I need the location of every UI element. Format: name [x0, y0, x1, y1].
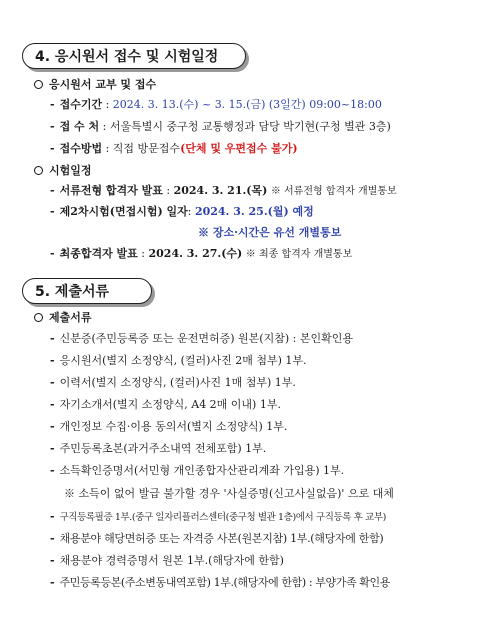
- exam2-date: 2024. 3. 25.(월) 예정: [194, 205, 314, 218]
- receipt-method-row: - 접수방법 : 직접 방문접수(단체 및 우편접수 불가): [50, 142, 298, 155]
- list-item: - 주민등록등본(주소변동내역포함) 1부.(해당자에 한함) : 부양가족 확인용: [50, 576, 390, 589]
- docs-heading-text: 제출서류: [49, 311, 92, 324]
- place-value: 서울특별시 중구청 교통행정과 담당 박기현(구청 별관 3층): [109, 120, 391, 133]
- list-item: - 구직등록필증 1부.(중구 일자리플러스센터(중구청 별관 1층)에서 구직등록 후 교부): [50, 510, 386, 523]
- list-item: - 자기소개서(별지 소정양식, A4 2매 이내) 1부.: [50, 398, 281, 411]
- list-item: - 응시원서(별지 소정양식, (컬러)사진 2매 첨부) 1부.: [50, 354, 307, 367]
- schedule-heading: [34, 164, 92, 178]
- section-4-title: 4. 응시원서 접수 및 시험일정: [22, 43, 246, 69]
- circle-bullet-icon: [34, 80, 43, 89]
- list-item: - 주민등록초본(과거주소내역 전체포함) 1부.: [50, 442, 267, 455]
- receipt-place-row: - 접 수 처 : 서울특별시 중구청 교통행정과 담당 박기현(구청 별관 3층): [50, 120, 391, 133]
- method-note: (단체 및 우편접수 불가): [180, 142, 298, 155]
- list-item-note: ※ 소득이 없어 발급 불가할 경우 '사실증명(신고사실없음)' 으로 대체: [64, 487, 394, 500]
- receipt-heading: [34, 78, 156, 92]
- receipt-period-row: - 접수기간 : 2024. 3. 13.(수) ~ 3. 15.(금) (3일간) 09:00~18:00: [50, 98, 382, 111]
- list-item: - 채용분야 해당면허증 또는 자격증 사본(원본지참) 1부.(해당자에 한함): [50, 532, 384, 545]
- final-label: 최종합격자 발표: [59, 247, 138, 260]
- schedule-heading-text: 시험일정: [49, 164, 92, 177]
- exam2-label: 제2차시험(면접시험) 일자: [59, 205, 188, 218]
- list-item: - 이력서(별지 소정양식, (컬러)사진 1매 첨부) 1부.: [50, 376, 296, 389]
- circle-bullet-icon: [34, 166, 43, 175]
- exam2-row: - 제2차시험(면접시험) 일자: 2024. 3. 25.(월) 예정: [50, 205, 314, 218]
- method-value: 직접 방문접수: [112, 142, 181, 155]
- final-result-row: - 최종합격자 발표 : 2024. 3. 27.(수) ※ 최종 합격자 개별통보: [50, 247, 353, 260]
- doc-note: ※ 서류전형 합격자 개별통보: [270, 186, 397, 197]
- doc-label: 서류전형 합격자 발표: [59, 184, 163, 197]
- method-label: 접수방법: [59, 142, 103, 155]
- doc-date: 2024. 3. 21.(목): [173, 184, 268, 197]
- list-item: - 소득확인증명서(서민형 개인종합자산관리계좌 가입용) 1부.: [50, 464, 345, 477]
- final-note: ※ 최종 합격자 개별통보: [245, 249, 353, 260]
- period-label: 접수기간: [59, 98, 103, 111]
- list-item: - 개인정보 수집·이용 동의서(별지 소정양식) 1부.: [50, 420, 288, 433]
- docs-heading: [34, 311, 92, 325]
- final-date: 2024. 3. 27.(수): [148, 247, 243, 260]
- circle-bullet-icon: [34, 313, 43, 322]
- receipt-heading-text: 응시원서 교부 및 접수: [49, 78, 157, 91]
- period-value: 2024. 3. 13.(수) ~ 3. 15.(금) (3일간) 09:00~18:00: [112, 98, 382, 111]
- doc-result-row: - 서류전형 합격자 발표 : 2024. 3. 21.(목) ※ 서류전형 합격자 개별통보: [50, 184, 397, 197]
- list-item: - 채용분야 경력증명서 원본 1부.(해당자에 한함): [50, 554, 284, 567]
- section-5-title: 5. 제출서류: [22, 278, 152, 304]
- place-label: 접 수 처: [59, 120, 100, 133]
- list-item: - 신분증(주민등록증 또는 운전면허증) 원본(지참) : 본인확인용: [50, 332, 353, 345]
- exam2-note: ※ 장소·시간은 유선 개별통보: [198, 226, 342, 239]
